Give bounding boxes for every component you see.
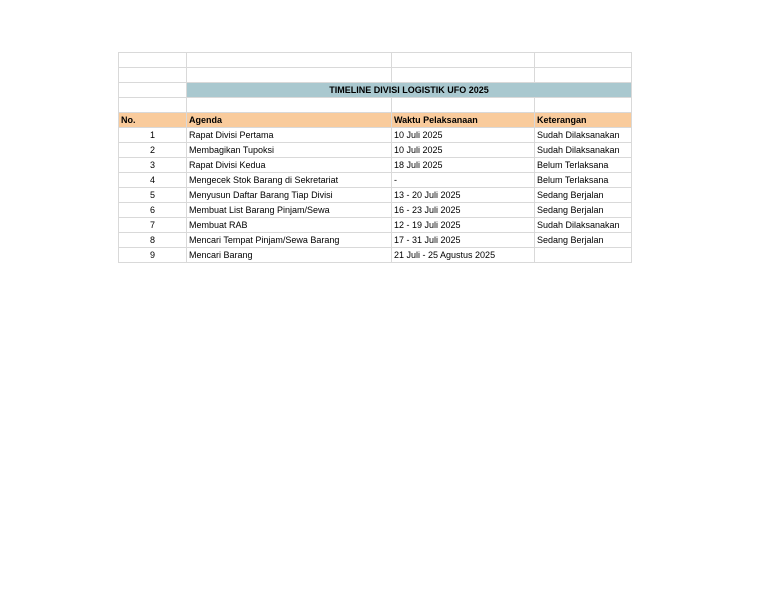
cell-no: 1 <box>119 128 187 143</box>
table-row <box>119 158 632 173</box>
cell-agenda: Rapat Divisi Kedua <box>187 158 392 173</box>
cell-waktu: 21 Juli - 25 Agustus 2025 <box>392 248 535 263</box>
header-keterangan: Keterangan <box>535 113 632 128</box>
header-waktu: Waktu Pelaksanaan <box>392 113 535 128</box>
cell-no: 6 <box>119 203 187 218</box>
table-row <box>119 143 632 158</box>
cell-no: 7 <box>119 218 187 233</box>
cell-no: 5 <box>119 188 187 203</box>
cell-waktu: 17 - 31 Juli 2025 <box>392 233 535 248</box>
table-row <box>119 128 632 143</box>
header-no: No. <box>119 113 187 128</box>
cell-keterangan <box>535 248 632 263</box>
cell-agenda: Menyusun Daftar Barang Tiap Divisi <box>187 188 392 203</box>
cell-keterangan: Sudah Dilaksanakan <box>535 128 632 143</box>
table-row <box>119 233 632 248</box>
title-row <box>119 83 632 98</box>
cell-agenda: Rapat Divisi Pertama <box>187 128 392 143</box>
cell-agenda: Mencari Barang <box>187 248 392 263</box>
cell-keterangan: Belum Terlaksana <box>535 158 632 173</box>
cell-no: 4 <box>119 173 187 188</box>
cell-keterangan: Belum Terlaksana <box>535 173 632 188</box>
cell-waktu: 18 Juli 2025 <box>392 158 535 173</box>
empty-row <box>119 53 632 68</box>
cell-no: 9 <box>119 248 187 263</box>
cell-waktu: 13 - 20 Juli 2025 <box>392 188 535 203</box>
cell-no: 3 <box>119 158 187 173</box>
cell-keterangan: Sedang Berjalan <box>535 233 632 248</box>
header-agenda: Agenda <box>187 113 392 128</box>
table-row <box>119 248 632 263</box>
cell-keterangan: Sedang Berjalan <box>535 203 632 218</box>
cell-keterangan: Sudah Dilaksanakan <box>535 143 632 158</box>
cell-keterangan: Sedang Berjalan <box>535 188 632 203</box>
header-row <box>119 113 632 128</box>
empty-row <box>119 98 632 113</box>
table-row <box>119 218 632 233</box>
cell-agenda: Membagikan Tupoksi <box>187 143 392 158</box>
timeline-table <box>118 52 632 263</box>
cell-keterangan: Sudah Dilaksanakan <box>535 218 632 233</box>
cell-waktu: 16 - 23 Juli 2025 <box>392 203 535 218</box>
cell-waktu: 10 Juli 2025 <box>392 143 535 158</box>
cell-agenda: Membuat List Barang Pinjam/Sewa <box>187 203 392 218</box>
cell-agenda: Mengecek Stok Barang di Sekretariat <box>187 173 392 188</box>
empty-row <box>119 68 632 83</box>
cell-agenda: Membuat RAB <box>187 218 392 233</box>
table-row <box>119 188 632 203</box>
cell-waktu: 12 - 19 Juli 2025 <box>392 218 535 233</box>
cell-no: 8 <box>119 233 187 248</box>
sheet-title: TIMELINE DIVISI LOGISTIK UFO 2025 <box>187 83 632 98</box>
cell-agenda: Mencari Tempat Pinjam/Sewa Barang <box>187 233 392 248</box>
table-row <box>119 173 632 188</box>
table-row <box>119 203 632 218</box>
cell-waktu: - <box>392 173 535 188</box>
cell-waktu: 10 Juli 2025 <box>392 128 535 143</box>
cell-no: 2 <box>119 143 187 158</box>
